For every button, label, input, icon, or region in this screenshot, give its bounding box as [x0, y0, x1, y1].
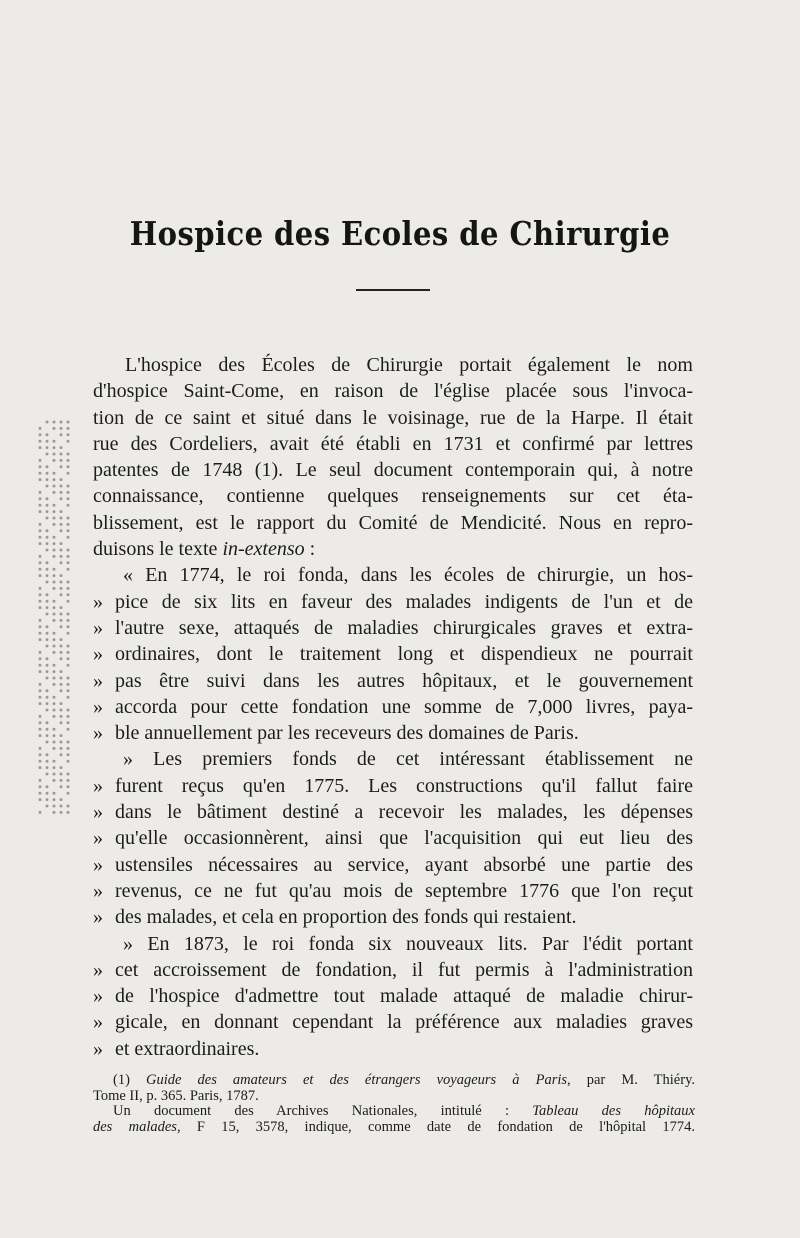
quote-line: [93, 983, 693, 1009]
quote-text: et extraordinaires.: [115, 1037, 260, 1060]
quote-line: [93, 668, 693, 694]
quote-text: ordinaires, dont le traitement long et dispendieux ne pourrait: [115, 643, 693, 666]
quote-text: pas être suivi dans les autres hôpitaux, et le gouvernement: [115, 669, 693, 692]
quote-mark: »: [93, 774, 103, 797]
text-line: tion de ce saint et situé dans le voisinage, rue de la Harpe. Il était: [93, 406, 693, 429]
quote-text: l'autre sexe, attaqués de maladies chirurgicales graves et extra-: [115, 616, 693, 639]
quote-mark: »: [93, 827, 103, 850]
quote-text: revenus, ce ne fut qu'au mois de septembre 1776 que l'on reçut: [115, 879, 693, 902]
quote-text: furent reçus qu'en 1775. Les constructions qu'il fallut faire: [115, 774, 693, 797]
footnote-text: , par M. Thiéry.: [567, 1072, 696, 1088]
quote-mark: »: [93, 590, 103, 613]
quote-mark: »: [93, 801, 103, 824]
quote-text: dans le bâtiment destiné a recevoir les malades, les dépenses: [115, 801, 693, 824]
quote-mark: »: [93, 616, 103, 639]
quote-mark: »: [93, 985, 103, 1008]
footnote-1-line: Tome II, p. 365. Paris, 1787.: [93, 1087, 259, 1104]
footnotes: [93, 1072, 696, 1135]
text-line: d'hospice Saint-Come, en raison de l'église placée sous l'invoca-: [93, 380, 693, 403]
quote-mark: »: [93, 906, 103, 929]
footnote-title: Tableau des hôpitaux: [532, 1103, 695, 1119]
footnote-number: (1): [113, 1072, 146, 1088]
quote-line: » Les premiers fonds de cet intéressant établissement ne: [123, 748, 693, 771]
text-line: blissement, est le rapport du Comité de Mendicité. Nous en repro-: [93, 511, 693, 534]
footnote-2-line: [113, 1104, 695, 1120]
footnote-title: des malades: [93, 1118, 177, 1135]
footnote-text: , F 15, 3578, indique, comme date de fondation de l'hôpital 1774.: [176, 1118, 695, 1135]
quote-line: [93, 720, 693, 746]
quote-mark: »: [93, 958, 103, 981]
quote-line: [93, 773, 693, 799]
quote-line: [93, 852, 693, 878]
text-line: patentes de 1748 (1). Le seul document contemporain qui, à notre: [93, 459, 693, 482]
quote-line: [93, 641, 693, 667]
text-line: L'hospice des Écoles de Chirurgie portait également le nom: [125, 354, 693, 376]
quote-text: qu'elle occasionnèrent, ainsi que l'acquisition qui eut lieu des: [115, 827, 693, 850]
quote-line: [93, 1036, 693, 1062]
quote-mark: »: [93, 853, 103, 876]
quote-text: accorda pour cette fondation une somme de 7,000 livres, paya-: [115, 695, 693, 718]
text-fragment: :: [304, 538, 316, 561]
footnote-text: Un document des Archives Nationales, intitulé :: [113, 1103, 533, 1119]
footnote-title: Guide des amateurs et des étrangers voyageurs à Paris: [146, 1072, 568, 1088]
page-title: Hospice des Ecoles de Chirurgie: [129, 214, 671, 253]
quote-line: [93, 957, 693, 983]
italic-text: in-extenso: [222, 538, 305, 561]
perforation-stamp-icon: [36, 418, 76, 818]
quote-text: pice de six lits en faveur des malades indigents de l'un et de: [115, 590, 693, 613]
text-line: [93, 536, 693, 562]
quote-text: cet accroissement de fondation, il fut permis à l'administration: [115, 958, 693, 981]
quote-mark: »: [93, 695, 103, 718]
quote-line: [93, 694, 693, 720]
quote-line: [93, 825, 693, 851]
quote-line: [93, 904, 693, 930]
title-divider: [356, 289, 430, 291]
quote-line: [93, 1009, 693, 1035]
quote-mark: »: [93, 1011, 103, 1034]
quote-line: [93, 878, 693, 904]
quote-text: gicale, en donnant cependant la préférence aux maladies graves: [115, 1011, 693, 1034]
footnote-1-line: [113, 1073, 695, 1089]
quote-text: des malades, et cela en proportion des fonds qui restaient.: [115, 906, 577, 929]
footnote-2-line: [93, 1120, 695, 1136]
text-line: connaissance, contienne quelques renseignements sur cet éta-: [93, 485, 693, 508]
quote-mark: »: [93, 643, 103, 666]
main-text: [93, 352, 693, 1062]
quote-text: ustensiles nécessaires au service, ayant absorbé une partie des: [115, 853, 693, 876]
quote-line: » En 1873, le roi fonda six nouveaux lits. Par l'édit portant: [123, 932, 693, 955]
text-fragment: duisons le texte: [93, 538, 223, 561]
quote-mark: »: [93, 879, 103, 902]
quote-line: [93, 615, 693, 641]
quote-text: de l'hospice d'admettre tout malade attaqué de maladie chirur-: [115, 985, 693, 1008]
quote-line: [93, 799, 693, 825]
quote-mark: »: [93, 722, 103, 745]
quote-mark: »: [93, 1037, 103, 1060]
quote-line: [93, 589, 693, 615]
quote-line: « En 1774, le roi fonda, dans les écoles de chirurgie, un hos-: [123, 564, 693, 587]
quote-mark: »: [93, 669, 103, 692]
quote-text: ble annuellement par les receveurs des domaines de Paris.: [115, 722, 579, 745]
text-line: rue des Cordeliers, avait été établi en 1731 et confirmé par lettres: [93, 432, 693, 455]
